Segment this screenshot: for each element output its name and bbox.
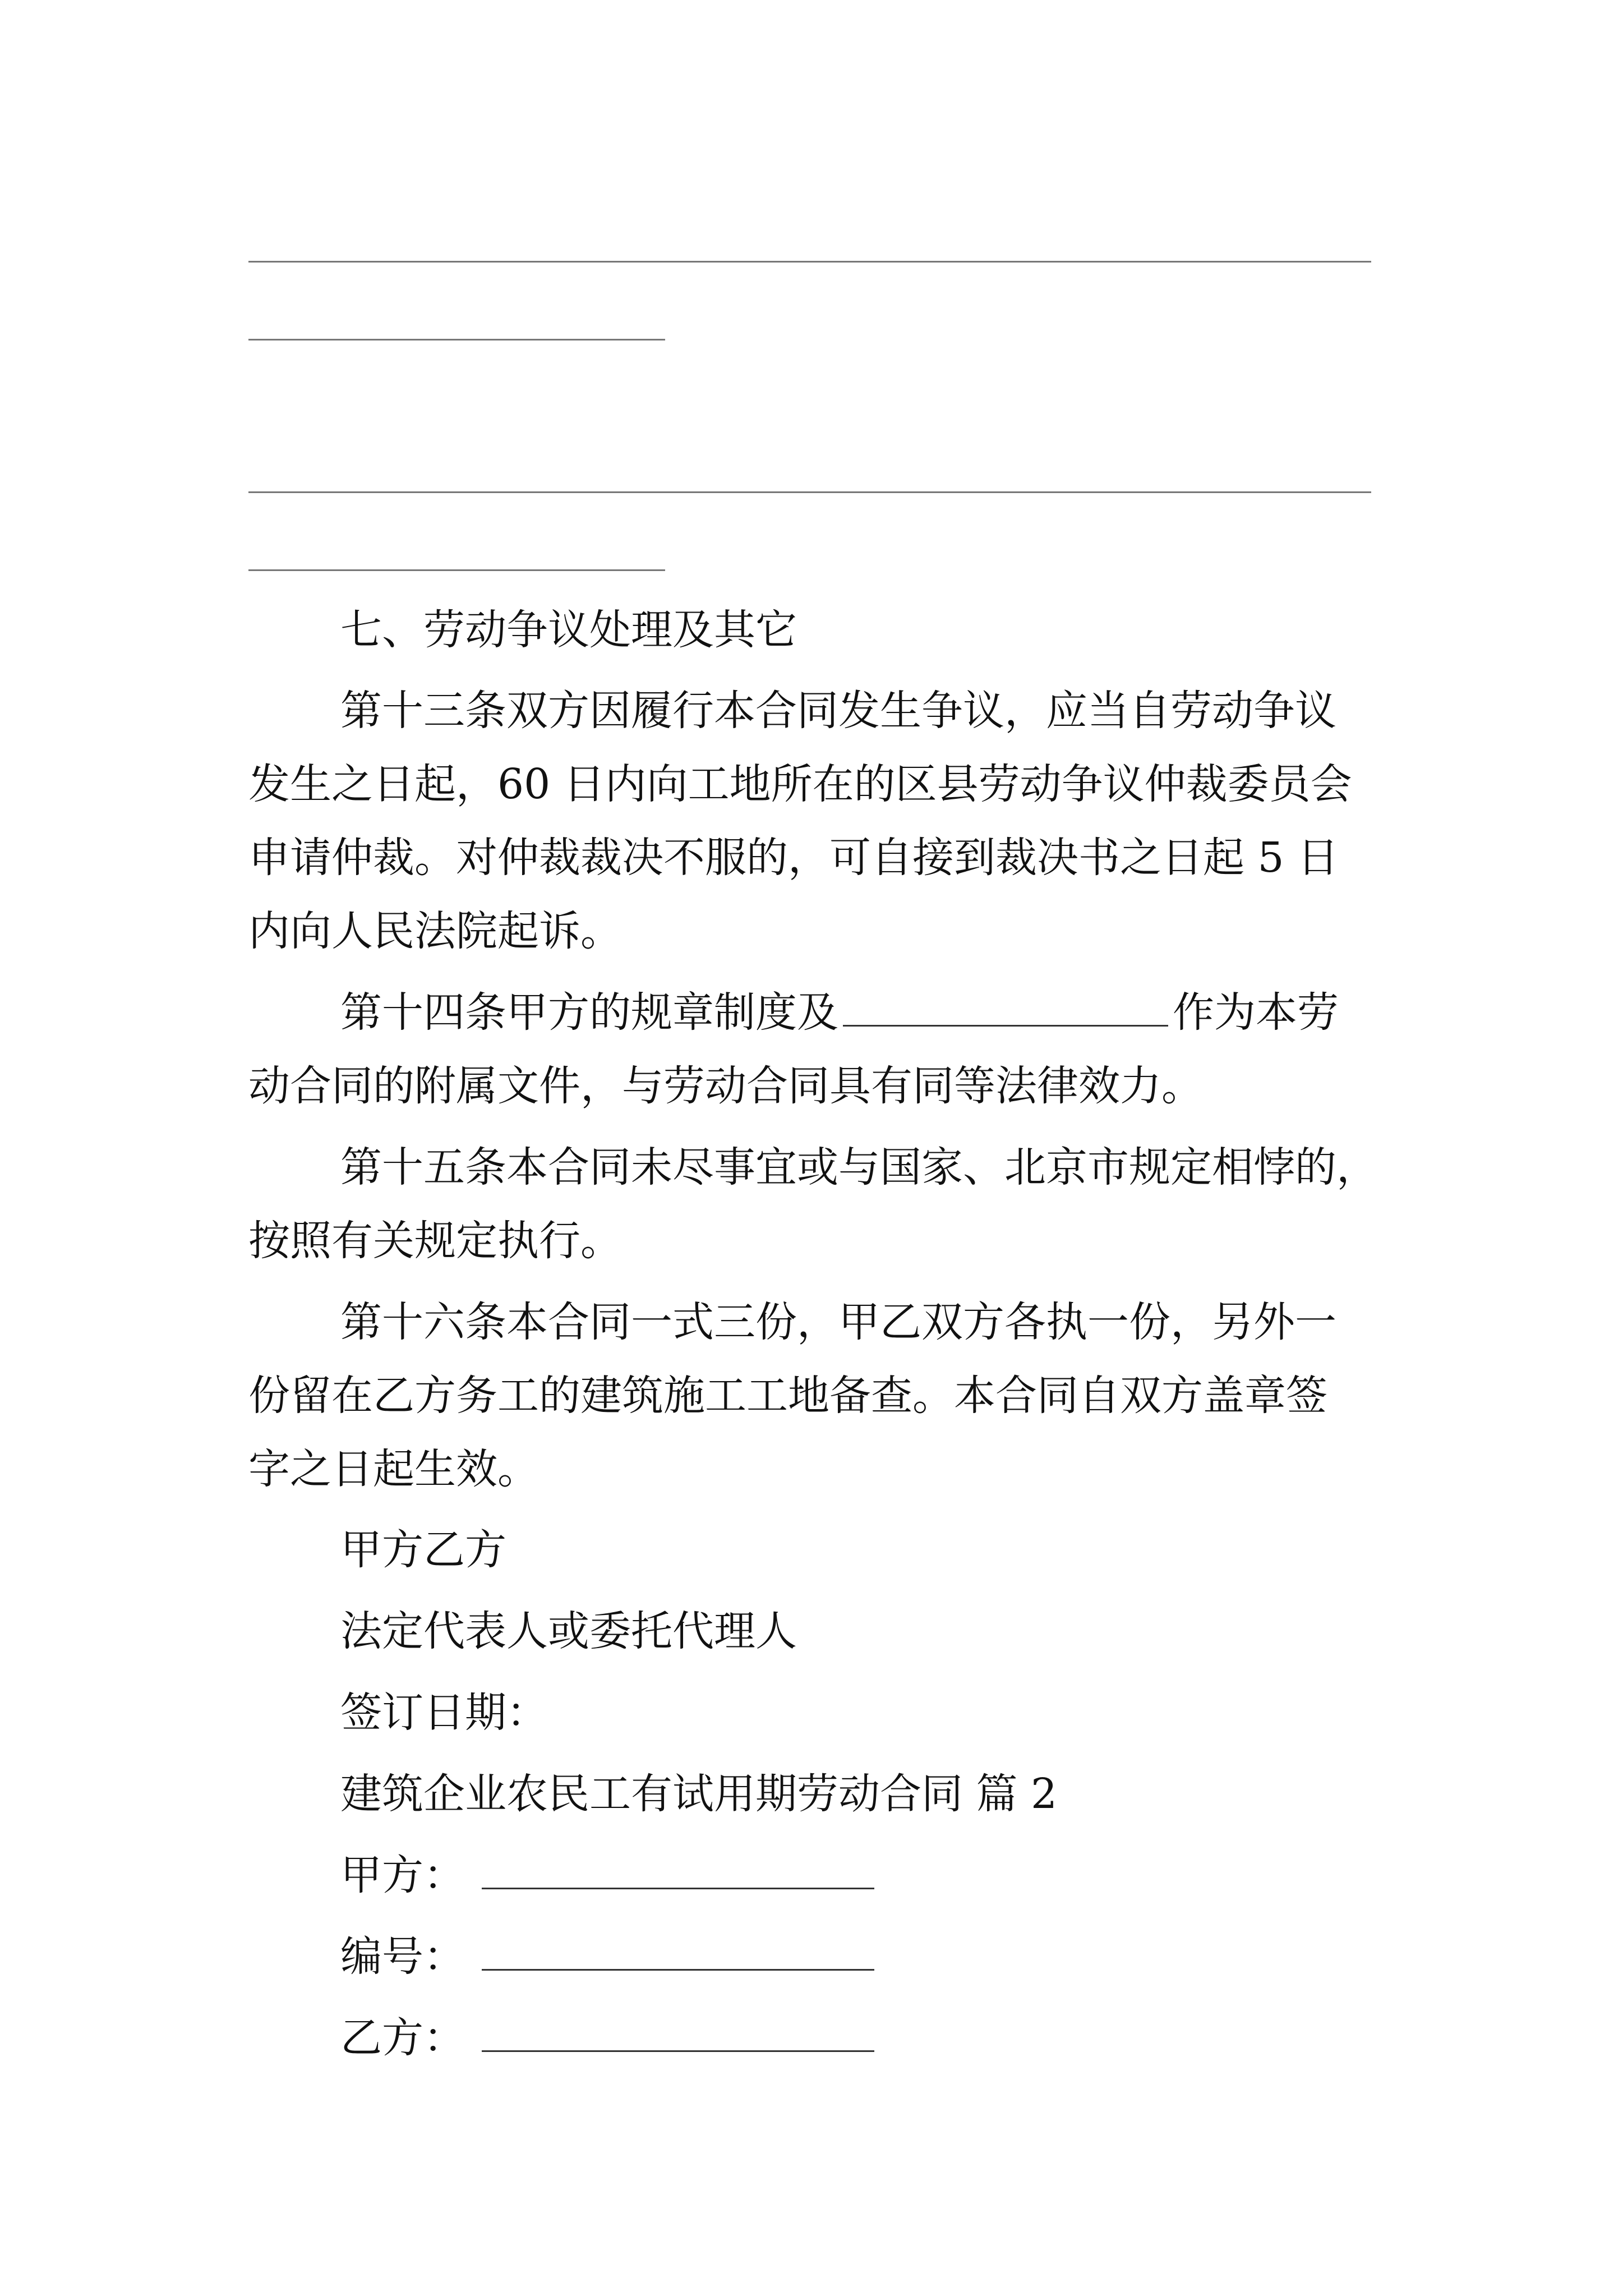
article-13-line-1: 第十三条双方因履行本合同发生争议，应当自劳动争议 bbox=[340, 687, 1336, 735]
article-14-line-2: 动合同的附属文件，与劳动合同具有同等法律效力。 bbox=[248, 1062, 1203, 1110]
party-a-blank bbox=[482, 1887, 874, 1889]
party-a-label: 甲方： bbox=[340, 1851, 465, 1899]
attachment-blank bbox=[843, 1024, 1168, 1027]
section-heading: 七、劳动争议处理及其它 bbox=[340, 606, 797, 654]
article-15-line-1: 第十五条本合同未尽事宜或与国家、北京市规定相悖的， bbox=[340, 1143, 1378, 1191]
article-16-line-1: 第十六条本合同一式三份，甲乙双方各执一份，另外一 bbox=[340, 1298, 1336, 1346]
article-13-line-3: 申请仲裁。对仲裁裁决不服的，可自接到裁决书之日起 5 日 bbox=[248, 834, 1339, 882]
signature-representative: 法定代表人或委托代理人 bbox=[340, 1607, 797, 1655]
signature-date-label: 签订日期： bbox=[340, 1688, 548, 1737]
signature-parties: 甲方乙方 bbox=[340, 1526, 506, 1574]
party-a-row bbox=[340, 1844, 1387, 1906]
article-15-line-2: 按照有关规定执行。 bbox=[248, 1217, 622, 1265]
blank-line bbox=[248, 261, 1371, 263]
next-contract-title: 建筑企业农民工有试用期劳动合同 篇 2 bbox=[340, 1770, 1058, 1818]
article-13-line-2: 发生之日起，60 日内向工地所在的区县劳动争议仲裁委员会 bbox=[248, 760, 1352, 808]
blank-line bbox=[248, 339, 665, 341]
article-13-line-4: 内向人民法院起诉。 bbox=[248, 907, 622, 955]
article-14-line-1 bbox=[340, 982, 1387, 1043]
party-b-label: 乙方： bbox=[340, 2014, 465, 2062]
article-14-text-after: 作为本劳 bbox=[1173, 988, 1339, 1037]
contract-number-row bbox=[340, 1926, 1387, 1987]
article-16-line-3: 字之日起生效。 bbox=[248, 1445, 539, 1493]
article-14-text-before: 第十四条甲方的规章制度及 bbox=[340, 988, 838, 1037]
blank-line bbox=[248, 491, 1371, 493]
party-b-row bbox=[340, 2007, 1387, 2069]
blank-line bbox=[248, 569, 665, 571]
contract-number-label: 编号： bbox=[340, 1932, 465, 1981]
article-16-line-2: 份留在乙方务工的建筑施工工地备查。本合同自双方盖章签 bbox=[248, 1372, 1327, 1420]
contract-number-blank bbox=[482, 1968, 874, 1971]
party-b-blank bbox=[482, 2050, 874, 2052]
